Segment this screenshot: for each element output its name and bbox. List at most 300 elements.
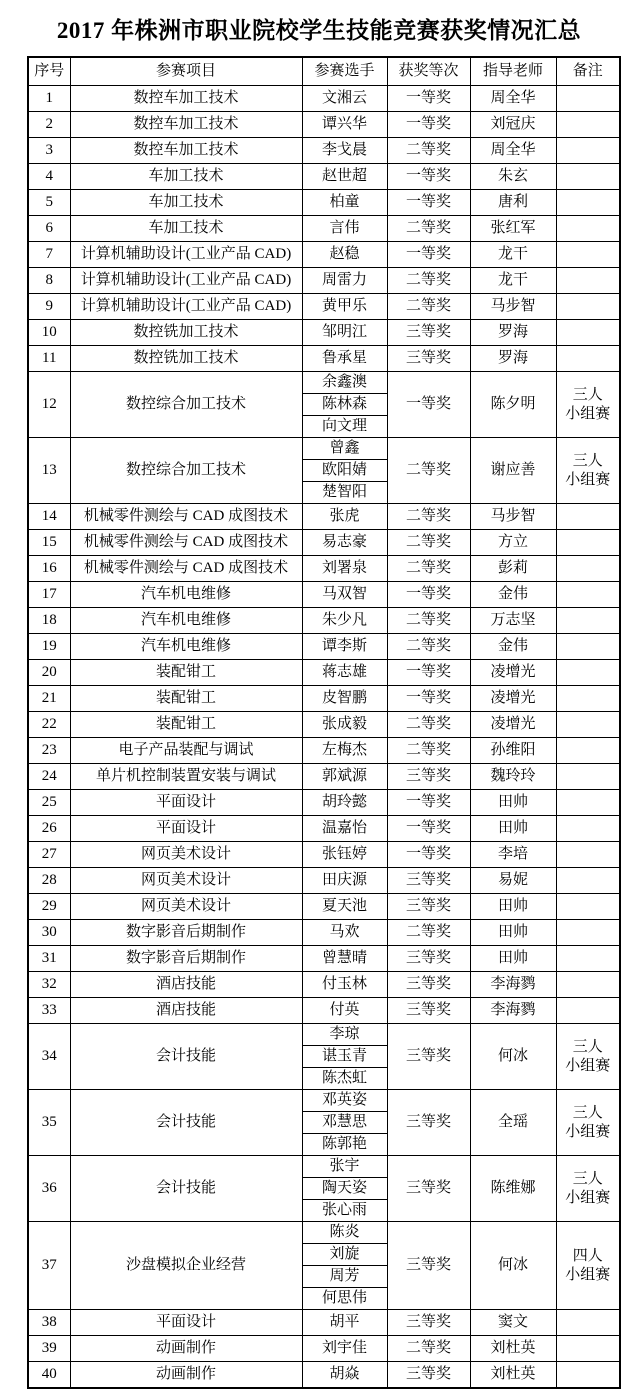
remark-line: 三人 [572, 452, 603, 469]
row-number-cell: 12 [28, 372, 70, 438]
table-row [28, 1362, 620, 1389]
award-cell: 一等奖 [387, 582, 470, 608]
table-row [28, 790, 620, 816]
remark-cell [556, 438, 620, 504]
remark-cell [556, 1222, 620, 1310]
teacher-cell: 罗海 [470, 320, 556, 346]
item-cell: 数控车加工技术 [70, 138, 302, 164]
teacher-cell: 孙维阳 [470, 738, 556, 764]
table-row [28, 1156, 620, 1178]
row-number-cell: 10 [28, 320, 70, 346]
row-number-cell: 8 [28, 268, 70, 294]
award-cell: 二等奖 [387, 738, 470, 764]
award-cell: 二等奖 [387, 712, 470, 738]
teacher-cell: 马步智 [470, 294, 556, 320]
contestant-cell: 谭李斯 [302, 634, 387, 660]
remark-cell [556, 894, 620, 920]
item-cell: 网页美术设计 [70, 868, 302, 894]
award-cell: 二等奖 [387, 294, 470, 320]
item-cell: 网页美术设计 [70, 894, 302, 920]
table-row [28, 842, 620, 868]
row-number-cell: 35 [28, 1090, 70, 1156]
item-cell: 酒店技能 [70, 972, 302, 998]
teacher-cell: 唐利 [470, 190, 556, 216]
remark-line: 小组赛 [565, 1123, 611, 1140]
remark-cell [556, 582, 620, 608]
teacher-cell: 龙干 [470, 242, 556, 268]
row-number-cell: 33 [28, 998, 70, 1024]
contestant-cell: 张心雨 [302, 1200, 387, 1222]
header-award: 获奖等次 [387, 57, 470, 86]
award-cell: 三等奖 [387, 998, 470, 1024]
award-cell: 三等奖 [387, 1156, 470, 1222]
award-cell: 二等奖 [387, 530, 470, 556]
table-row [28, 738, 620, 764]
header-contestant: 参赛选手 [302, 57, 387, 86]
remark-line: 三人 [572, 1038, 603, 1055]
table-row [28, 608, 620, 634]
table-row [28, 268, 620, 294]
table-row [28, 946, 620, 972]
table-row [28, 530, 620, 556]
contestant-cell: 蒋志雄 [302, 660, 387, 686]
item-cell: 汽车机电维修 [70, 634, 302, 660]
contestant-cell: 胡玲懿 [302, 790, 387, 816]
remark-cell [556, 86, 620, 112]
row-number-cell: 1 [28, 86, 70, 112]
item-cell: 装配钳工 [70, 686, 302, 712]
contestant-cell: 柏童 [302, 190, 387, 216]
table-row [28, 1024, 620, 1046]
row-number-cell: 22 [28, 712, 70, 738]
item-cell: 车加工技术 [70, 164, 302, 190]
item-cell: 数控铣加工技术 [70, 320, 302, 346]
table-row [28, 504, 620, 530]
contestant-cell: 周芳 [302, 1266, 387, 1288]
item-cell: 车加工技术 [70, 216, 302, 242]
row-number-cell: 7 [28, 242, 70, 268]
remark-cell [556, 268, 620, 294]
header-teacher: 指导老师 [470, 57, 556, 86]
contestant-cell: 邓英姿 [302, 1090, 387, 1112]
award-cell: 二等奖 [387, 504, 470, 530]
item-cell: 平面设计 [70, 1310, 302, 1336]
item-cell: 汽车机电维修 [70, 608, 302, 634]
row-number-cell: 31 [28, 946, 70, 972]
remark-line: 小组赛 [565, 1189, 611, 1206]
teacher-cell: 凌增光 [470, 660, 556, 686]
remark-cell [556, 608, 620, 634]
remark-cell [556, 738, 620, 764]
remark-cell [556, 842, 620, 868]
row-number-cell: 37 [28, 1222, 70, 1310]
contestant-cell: 赵世超 [302, 164, 387, 190]
contestant-cell: 郭斌源 [302, 764, 387, 790]
award-cell: 三等奖 [387, 346, 470, 372]
item-cell: 单片机控制装置安装与调试 [70, 764, 302, 790]
contestant-cell: 夏天池 [302, 894, 387, 920]
teacher-cell: 李培 [470, 842, 556, 868]
contestant-cell: 易志豪 [302, 530, 387, 556]
awards-table [27, 56, 621, 1389]
contestant-cell: 胡焱 [302, 1362, 387, 1389]
award-cell: 三等奖 [387, 1362, 470, 1389]
teacher-cell: 谢应善 [470, 438, 556, 504]
table-row [28, 1310, 620, 1336]
award-cell: 一等奖 [387, 86, 470, 112]
contestant-cell: 谭兴华 [302, 112, 387, 138]
award-cell: 二等奖 [387, 268, 470, 294]
item-cell: 数控综合加工技术 [70, 438, 302, 504]
row-number-cell: 16 [28, 556, 70, 582]
contestant-cell: 张虎 [302, 504, 387, 530]
award-cell: 一等奖 [387, 190, 470, 216]
award-cell: 一等奖 [387, 660, 470, 686]
teacher-cell: 方立 [470, 530, 556, 556]
table-row [28, 920, 620, 946]
item-cell: 沙盘模拟企业经营 [70, 1222, 302, 1310]
table-row [28, 634, 620, 660]
contestant-cell: 余鑫澳 [302, 372, 387, 394]
item-cell: 计算机辅助设计(工业产品 CAD) [70, 294, 302, 320]
table-row [28, 764, 620, 790]
contestant-cell: 谌玉青 [302, 1046, 387, 1068]
contestant-cell: 楚智阳 [302, 482, 387, 504]
row-number-cell: 28 [28, 868, 70, 894]
item-cell: 网页美术设计 [70, 842, 302, 868]
remark-cell [556, 320, 620, 346]
teacher-cell: 刘杜英 [470, 1362, 556, 1389]
contestant-cell: 田庆源 [302, 868, 387, 894]
award-cell: 一等奖 [387, 790, 470, 816]
contestant-cell: 曾鑫 [302, 438, 387, 460]
teacher-cell: 田帅 [470, 920, 556, 946]
award-cell: 三等奖 [387, 1310, 470, 1336]
table-body [28, 86, 620, 1389]
award-cell: 一等奖 [387, 372, 470, 438]
contestant-cell: 陈炎 [302, 1222, 387, 1244]
teacher-cell: 陈维娜 [470, 1156, 556, 1222]
contestant-cell: 张钰婷 [302, 842, 387, 868]
row-number-cell: 18 [28, 608, 70, 634]
table-row [28, 556, 620, 582]
teacher-cell: 张红军 [470, 216, 556, 242]
table-row [28, 1222, 620, 1244]
contestant-cell: 邹明江 [302, 320, 387, 346]
contestant-cell: 邓慧思 [302, 1112, 387, 1134]
item-cell: 装配钳工 [70, 660, 302, 686]
teacher-cell: 田帅 [470, 790, 556, 816]
row-number-cell: 26 [28, 816, 70, 842]
contestant-cell: 陶天姿 [302, 1178, 387, 1200]
remark-line: 三人 [572, 1104, 603, 1121]
remark-cell [556, 1156, 620, 1222]
table-row [28, 894, 620, 920]
contestant-cell: 鲁承星 [302, 346, 387, 372]
row-number-cell: 20 [28, 660, 70, 686]
item-cell: 车加工技术 [70, 190, 302, 216]
remark-line: 小组赛 [565, 1266, 611, 1283]
remark-cell [556, 530, 620, 556]
teacher-cell: 田帅 [470, 816, 556, 842]
teacher-cell: 全瑶 [470, 1090, 556, 1156]
contestant-cell: 马双智 [302, 582, 387, 608]
item-cell: 数字影音后期制作 [70, 946, 302, 972]
remark-cell [556, 294, 620, 320]
remark-line: 三人 [572, 386, 603, 403]
contestant-cell: 刘宇佳 [302, 1336, 387, 1362]
award-cell: 三等奖 [387, 320, 470, 346]
teacher-cell: 魏玲玲 [470, 764, 556, 790]
contestant-cell: 陈郭艳 [302, 1134, 387, 1156]
table-row [28, 242, 620, 268]
row-number-cell: 2 [28, 112, 70, 138]
remark-cell [556, 1310, 620, 1336]
item-cell: 会计技能 [70, 1156, 302, 1222]
page-title: 2017 年株洲市职业院校学生技能竞赛获奖情况汇总 [56, 18, 582, 43]
table-row [28, 112, 620, 138]
teacher-cell: 刘冠庆 [470, 112, 556, 138]
table-row [28, 972, 620, 998]
item-cell: 数控车加工技术 [70, 112, 302, 138]
row-number-cell: 6 [28, 216, 70, 242]
table-row [28, 372, 620, 394]
award-cell: 三等奖 [387, 1222, 470, 1310]
row-number-cell: 15 [28, 530, 70, 556]
remark-cell [556, 972, 620, 998]
contestant-cell: 周雷力 [302, 268, 387, 294]
remark-cell [556, 556, 620, 582]
table-row [28, 868, 620, 894]
award-cell: 一等奖 [387, 242, 470, 268]
remark-line: 小组赛 [565, 471, 611, 488]
contestant-cell: 张宇 [302, 1156, 387, 1178]
contestant-cell: 陈林森 [302, 394, 387, 416]
award-cell: 三等奖 [387, 1024, 470, 1090]
award-cell: 三等奖 [387, 868, 470, 894]
remark-cell [556, 138, 620, 164]
contestant-cell: 李戈晨 [302, 138, 387, 164]
teacher-cell: 窦文 [470, 1310, 556, 1336]
award-cell: 二等奖 [387, 920, 470, 946]
award-cell: 一等奖 [387, 816, 470, 842]
remark-cell [556, 660, 620, 686]
contestant-cell: 曾慧晴 [302, 946, 387, 972]
remark-cell [556, 920, 620, 946]
remark-cell [556, 1090, 620, 1156]
contestant-cell: 马欢 [302, 920, 387, 946]
row-number-cell: 13 [28, 438, 70, 504]
item-cell: 装配钳工 [70, 712, 302, 738]
remark-cell [556, 242, 620, 268]
row-number-cell: 25 [28, 790, 70, 816]
teacher-cell: 朱玄 [470, 164, 556, 190]
item-cell: 机械零件测绘与 CAD 成图技术 [70, 556, 302, 582]
row-number-cell: 21 [28, 686, 70, 712]
award-cell: 二等奖 [387, 138, 470, 164]
table-row [28, 138, 620, 164]
teacher-cell: 陈夕明 [470, 372, 556, 438]
remark-line: 小组赛 [565, 1057, 611, 1074]
award-cell: 一等奖 [387, 112, 470, 138]
row-number-cell: 39 [28, 1336, 70, 1362]
contestant-cell: 刘署泉 [302, 556, 387, 582]
award-cell: 二等奖 [387, 438, 470, 504]
contestant-cell: 言伟 [302, 216, 387, 242]
teacher-cell: 金伟 [470, 634, 556, 660]
remark-cell [556, 190, 620, 216]
remark-cell [556, 816, 620, 842]
header-no: 序号 [28, 57, 70, 86]
table-row [28, 998, 620, 1024]
item-cell: 会计技能 [70, 1090, 302, 1156]
row-number-cell: 38 [28, 1310, 70, 1336]
contestant-cell: 皮智鹏 [302, 686, 387, 712]
contestant-cell: 赵稳 [302, 242, 387, 268]
row-number-cell: 4 [28, 164, 70, 190]
table-row [28, 216, 620, 242]
row-number-cell: 30 [28, 920, 70, 946]
item-cell: 数控综合加工技术 [70, 372, 302, 438]
item-cell: 机械零件测绘与 CAD 成图技术 [70, 504, 302, 530]
table-row [28, 816, 620, 842]
remark-line: 三人 [572, 1170, 603, 1187]
award-cell: 三等奖 [387, 972, 470, 998]
award-cell: 二等奖 [387, 634, 470, 660]
row-number-cell: 29 [28, 894, 70, 920]
table-row [28, 582, 620, 608]
award-cell: 一等奖 [387, 842, 470, 868]
remark-cell [556, 346, 620, 372]
table-row [28, 190, 620, 216]
item-cell: 酒店技能 [70, 998, 302, 1024]
contestant-cell: 胡平 [302, 1310, 387, 1336]
row-number-cell: 36 [28, 1156, 70, 1222]
contestant-cell: 付玉林 [302, 972, 387, 998]
row-number-cell: 23 [28, 738, 70, 764]
teacher-cell: 田帅 [470, 894, 556, 920]
row-number-cell: 24 [28, 764, 70, 790]
teacher-cell: 金伟 [470, 582, 556, 608]
contestant-cell: 左梅杰 [302, 738, 387, 764]
remark-cell [556, 1336, 620, 1362]
row-number-cell: 14 [28, 504, 70, 530]
award-cell: 三等奖 [387, 894, 470, 920]
remark-cell [556, 946, 620, 972]
table-row [28, 346, 620, 372]
row-number-cell: 11 [28, 346, 70, 372]
item-cell: 平面设计 [70, 790, 302, 816]
teacher-cell: 易妮 [470, 868, 556, 894]
teacher-cell: 何冰 [470, 1024, 556, 1090]
table-row [28, 1336, 620, 1362]
item-cell: 电子产品装配与调试 [70, 738, 302, 764]
table-row [28, 712, 620, 738]
item-cell: 汽车机电维修 [70, 582, 302, 608]
table-row [28, 86, 620, 112]
contestant-cell: 黄甲乐 [302, 294, 387, 320]
item-cell: 动画制作 [70, 1336, 302, 1362]
table-row [28, 294, 620, 320]
contestant-cell: 向文理 [302, 416, 387, 438]
award-cell: 二等奖 [387, 216, 470, 242]
row-number-cell: 32 [28, 972, 70, 998]
teacher-cell: 马步智 [470, 504, 556, 530]
table-row [28, 164, 620, 190]
item-cell: 计算机辅助设计(工业产品 CAD) [70, 242, 302, 268]
teacher-cell: 龙干 [470, 268, 556, 294]
remark-cell [556, 686, 620, 712]
item-cell: 计算机辅助设计(工业产品 CAD) [70, 268, 302, 294]
contestant-cell: 欧阳婧 [302, 460, 387, 482]
item-cell: 会计技能 [70, 1024, 302, 1090]
award-cell: 一等奖 [387, 164, 470, 190]
item-cell: 机械零件测绘与 CAD 成图技术 [70, 530, 302, 556]
award-cell: 二等奖 [387, 556, 470, 582]
award-cell: 三等奖 [387, 946, 470, 972]
remark-cell [556, 790, 620, 816]
contestant-cell: 朱少凡 [302, 608, 387, 634]
remark-cell [556, 868, 620, 894]
row-number-cell: 27 [28, 842, 70, 868]
contestant-cell: 张成毅 [302, 712, 387, 738]
row-number-cell: 3 [28, 138, 70, 164]
contestant-cell: 陈杰虹 [302, 1068, 387, 1090]
header-remark: 备注 [556, 57, 620, 86]
item-cell: 数字影音后期制作 [70, 920, 302, 946]
award-cell: 二等奖 [387, 1336, 470, 1362]
teacher-cell: 彭莉 [470, 556, 556, 582]
remark-cell [556, 504, 620, 530]
row-number-cell: 40 [28, 1362, 70, 1389]
row-number-cell: 9 [28, 294, 70, 320]
table-row [28, 660, 620, 686]
teacher-cell: 李海鹨 [470, 998, 556, 1024]
remark-cell [556, 112, 620, 138]
row-number-cell: 5 [28, 190, 70, 216]
teacher-cell: 凌增光 [470, 686, 556, 712]
teacher-cell: 田帅 [470, 946, 556, 972]
remark-cell [556, 164, 620, 190]
remark-cell [556, 764, 620, 790]
row-number-cell: 19 [28, 634, 70, 660]
award-cell: 三等奖 [387, 764, 470, 790]
remark-cell [556, 1362, 620, 1389]
item-cell: 数控车加工技术 [70, 86, 302, 112]
remark-line: 四人 [572, 1247, 603, 1264]
item-cell: 平面设计 [70, 816, 302, 842]
remark-cell [556, 216, 620, 242]
table-row [28, 320, 620, 346]
teacher-cell: 罗海 [470, 346, 556, 372]
teacher-cell: 周全华 [470, 86, 556, 112]
row-number-cell: 17 [28, 582, 70, 608]
header-item: 参赛项目 [70, 57, 302, 86]
teacher-cell: 何冰 [470, 1222, 556, 1310]
award-cell: 一等奖 [387, 686, 470, 712]
contestant-cell: 文湘云 [302, 86, 387, 112]
table-row [28, 438, 620, 460]
teacher-cell: 刘杜英 [470, 1336, 556, 1362]
item-cell: 动画制作 [70, 1362, 302, 1389]
teacher-cell: 李海鹨 [470, 972, 556, 998]
contestant-cell: 刘旋 [302, 1244, 387, 1266]
teacher-cell: 周全华 [470, 138, 556, 164]
teacher-cell: 凌增光 [470, 712, 556, 738]
remark-cell [556, 634, 620, 660]
contestant-cell: 何思伟 [302, 1288, 387, 1310]
award-cell: 二等奖 [387, 608, 470, 634]
